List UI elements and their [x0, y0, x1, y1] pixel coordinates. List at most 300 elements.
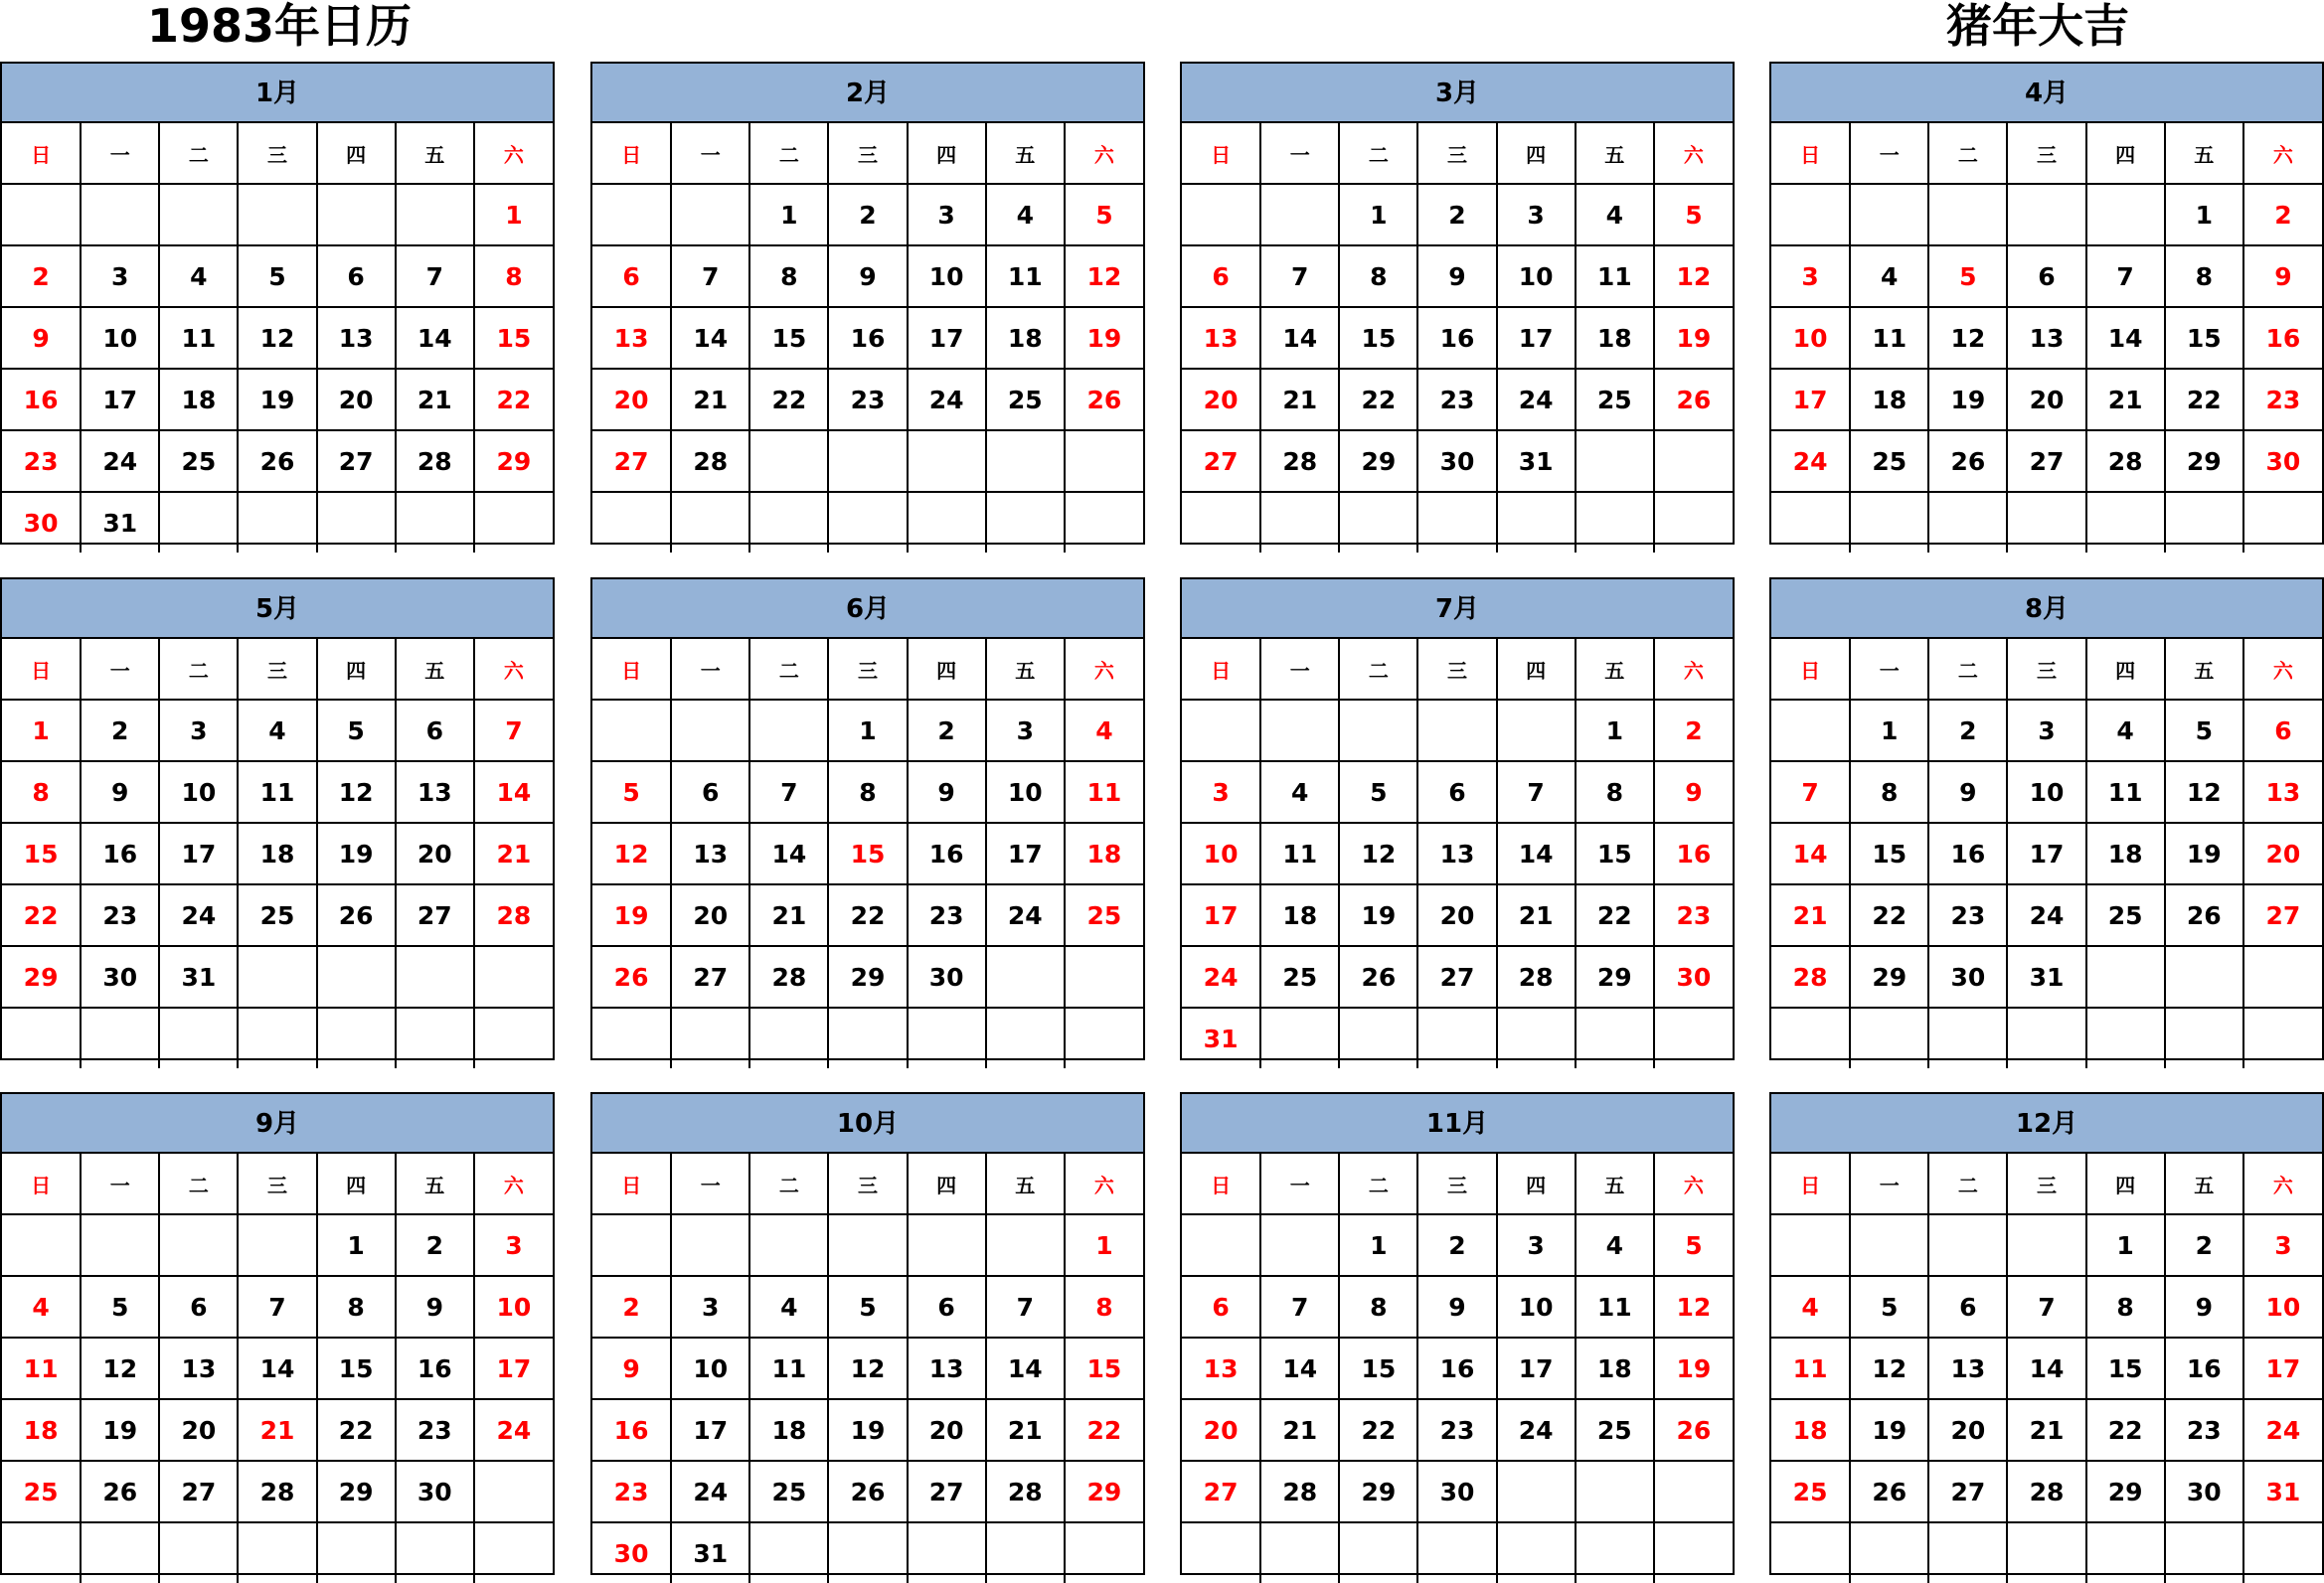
weekday-header: 日: [2, 1154, 81, 1214]
week-row: [1771, 1338, 2322, 1399]
week-row: [2, 884, 553, 946]
weekday-header: 一: [1850, 1154, 1928, 1214]
weekday-header: 六: [2243, 639, 2322, 700]
day-cell: 11: [986, 245, 1065, 307]
day-cell: 10: [2243, 1276, 2322, 1338]
empty-cell: [238, 1008, 316, 1068]
empty-cell: [474, 1461, 553, 1522]
day-cell: 20: [396, 823, 474, 884]
day-cell: 2: [908, 700, 986, 761]
day-cell: 5: [238, 245, 316, 307]
day-cell: 15: [749, 307, 828, 369]
day-cell: 16: [1654, 823, 1733, 884]
day-cell: 15: [2086, 1338, 2165, 1399]
day-table: [1182, 1154, 1733, 1583]
day-cell: 8: [317, 1276, 396, 1338]
day-cell: 23: [396, 1399, 474, 1461]
empty-cell: [159, 1214, 238, 1276]
day-cell: 11: [1850, 307, 1928, 369]
day-cell: 6: [908, 1276, 986, 1338]
day-cell: 7: [671, 245, 749, 307]
weekday-header: 三: [238, 639, 316, 700]
day-cell: 30: [2165, 1461, 2243, 1522]
day-cell: 29: [2, 946, 81, 1008]
day-cell: 28: [749, 946, 828, 1008]
weekday-header: 四: [1497, 1154, 1576, 1214]
day-cell: 24: [1497, 369, 1576, 430]
day-cell: 30: [81, 946, 159, 1008]
week-row: [1182, 761, 1733, 823]
day-cell: 20: [1417, 884, 1496, 946]
day-cell: 21: [1260, 1399, 1339, 1461]
day-cell: 20: [159, 1399, 238, 1461]
day-cell: 9: [908, 761, 986, 823]
month-header: 4月: [1771, 64, 2322, 123]
day-cell: 4: [1850, 245, 1928, 307]
day-cell: 25: [986, 369, 1065, 430]
empty-cell: [828, 430, 907, 492]
day-cell: 13: [1417, 823, 1496, 884]
weekday-header: 日: [1182, 123, 1260, 184]
day-cell: 26: [2165, 884, 2243, 946]
empty-cell: [1771, 1214, 1850, 1276]
month-1: [0, 62, 555, 545]
day-cell: 15: [2165, 307, 2243, 369]
empty-cell: [1065, 430, 1143, 492]
day-cell: 21: [474, 823, 553, 884]
day-table: [1182, 123, 1733, 553]
week-row: [1771, 307, 2322, 369]
day-cell: 6: [671, 761, 749, 823]
month-header: 1月: [2, 64, 553, 123]
week-row: [1182, 307, 1733, 369]
day-cell: 29: [1576, 946, 1654, 1008]
day-cell: 18: [749, 1399, 828, 1461]
day-cell: 26: [1065, 369, 1143, 430]
empty-cell: [1339, 1008, 1417, 1068]
day-cell: 26: [317, 884, 396, 946]
day-cell: 26: [81, 1461, 159, 1522]
day-cell: 29: [2086, 1461, 2165, 1522]
empty-cell: [1260, 184, 1339, 245]
empty-cell: [1654, 1461, 1733, 1522]
day-cell: 14: [2007, 1338, 2085, 1399]
day-cell: 10: [1182, 823, 1260, 884]
empty-cell: [317, 946, 396, 1008]
weekday-header: 二: [159, 639, 238, 700]
empty-cell: [671, 1214, 749, 1276]
day-cell: 22: [1850, 884, 1928, 946]
day-cell: 1: [1850, 700, 1928, 761]
day-cell: 25: [1771, 1461, 1850, 1522]
weekday-header: 六: [1065, 639, 1143, 700]
day-cell: 16: [1928, 823, 2007, 884]
day-cell: 17: [1771, 369, 1850, 430]
weekday-header: 四: [2086, 123, 2165, 184]
day-cell: 5: [1850, 1276, 1928, 1338]
empty-cell: [671, 184, 749, 245]
day-cell: 18: [1771, 1399, 1850, 1461]
day-cell: 19: [317, 823, 396, 884]
day-cell: 28: [2086, 430, 2165, 492]
day-cell: 6: [396, 700, 474, 761]
day-cell: 6: [2007, 245, 2085, 307]
month-header: 5月: [2, 579, 553, 639]
day-cell: 12: [1928, 307, 2007, 369]
day-cell: 19: [1339, 884, 1417, 946]
day-cell: 31: [1182, 1008, 1260, 1068]
day-cell: 8: [1065, 1276, 1143, 1338]
empty-cell: [986, 1522, 1065, 1583]
month-12: [1769, 1092, 2324, 1575]
empty-cell: [1260, 492, 1339, 553]
day-table: [1771, 1154, 2322, 1583]
day-cell: 9: [81, 761, 159, 823]
day-cell: 20: [2243, 823, 2322, 884]
day-cell: 6: [1417, 761, 1496, 823]
day-cell: 20: [908, 1399, 986, 1461]
empty-cell: [1182, 492, 1260, 553]
empty-cell: [2, 184, 81, 245]
day-cell: 20: [1182, 369, 1260, 430]
week-row: [592, 1338, 1143, 1399]
weekday-header: 一: [671, 1154, 749, 1214]
day-cell: 9: [2243, 245, 2322, 307]
day-cell: 16: [908, 823, 986, 884]
day-cell: 13: [1182, 307, 1260, 369]
day-cell: 1: [474, 184, 553, 245]
week-row: [2, 1276, 553, 1338]
day-cell: 5: [1654, 184, 1733, 245]
day-cell: 10: [2007, 761, 2085, 823]
day-cell: 19: [1928, 369, 2007, 430]
day-cell: 28: [1497, 946, 1576, 1008]
empty-cell: [749, 1522, 828, 1583]
day-cell: 6: [2243, 700, 2322, 761]
day-cell: 31: [2007, 946, 2085, 1008]
day-table: [592, 639, 1143, 1068]
day-cell: 18: [1576, 307, 1654, 369]
day-cell: 4: [1260, 761, 1339, 823]
day-cell: 29: [828, 946, 907, 1008]
day-cell: 2: [828, 184, 907, 245]
empty-cell: [2007, 184, 2085, 245]
day-cell: 29: [1339, 1461, 1417, 1522]
empty-cell: [1928, 184, 2007, 245]
day-cell: 2: [2, 245, 81, 307]
day-cell: 26: [1339, 946, 1417, 1008]
day-table: [1771, 123, 2322, 553]
day-cell: 31: [81, 492, 159, 553]
day-cell: 10: [1771, 307, 1850, 369]
day-cell: 13: [908, 1338, 986, 1399]
day-cell: 23: [908, 884, 986, 946]
day-cell: 7: [1497, 761, 1576, 823]
day-cell: 23: [592, 1461, 671, 1522]
day-cell: 11: [2086, 761, 2165, 823]
day-cell: 27: [2243, 884, 2322, 946]
empty-cell: [2086, 1522, 2165, 1583]
week-row: [592, 492, 1143, 553]
day-table: [1771, 639, 2322, 1068]
empty-cell: [1928, 492, 2007, 553]
empty-cell: [159, 1008, 238, 1068]
day-cell: 7: [986, 1276, 1065, 1338]
day-cell: 13: [2007, 307, 2085, 369]
day-cell: 18: [986, 307, 1065, 369]
empty-cell: [1260, 700, 1339, 761]
weekday-header: 日: [592, 639, 671, 700]
day-cell: 12: [238, 307, 316, 369]
day-cell: 15: [1576, 823, 1654, 884]
weekday-header: 四: [908, 123, 986, 184]
empty-cell: [2007, 1214, 2085, 1276]
empty-cell: [828, 492, 907, 553]
day-cell: 22: [317, 1399, 396, 1461]
empty-cell: [1339, 700, 1417, 761]
day-cell: 16: [1417, 307, 1496, 369]
weekday-header: 六: [1065, 123, 1143, 184]
weekday-header: 三: [828, 1154, 907, 1214]
empty-cell: [908, 1522, 986, 1583]
day-cell: 24: [2007, 884, 2085, 946]
day-cell: 2: [1417, 1214, 1496, 1276]
month-6: [590, 577, 1145, 1060]
empty-cell: [396, 946, 474, 1008]
day-cell: 3: [2007, 700, 2085, 761]
week-row: [2, 1522, 553, 1583]
day-table: [1182, 639, 1733, 1068]
day-cell: 1: [1576, 700, 1654, 761]
empty-cell: [81, 1522, 159, 1583]
empty-cell: [671, 700, 749, 761]
week-row: [1771, 1276, 2322, 1338]
empty-cell: [828, 1008, 907, 1068]
week-row: [1771, 884, 2322, 946]
empty-cell: [2165, 1522, 2243, 1583]
week-row: [1771, 761, 2322, 823]
week-row: [1182, 184, 1733, 245]
weekday-header: 五: [396, 1154, 474, 1214]
day-table: [2, 123, 553, 553]
day-cell: 11: [749, 1338, 828, 1399]
day-cell: 18: [1576, 1338, 1654, 1399]
day-cell: 1: [317, 1214, 396, 1276]
day-cell: 8: [1339, 245, 1417, 307]
day-cell: 5: [2165, 700, 2243, 761]
weekday-header: 三: [238, 123, 316, 184]
day-cell: 26: [1928, 430, 2007, 492]
day-cell: 27: [159, 1461, 238, 1522]
day-cell: 24: [474, 1399, 553, 1461]
empty-cell: [159, 1522, 238, 1583]
empty-cell: [986, 1008, 1065, 1068]
weekday-header: 二: [1339, 123, 1417, 184]
week-row: [2, 761, 553, 823]
day-cell: 23: [2165, 1399, 2243, 1461]
day-cell: 28: [474, 884, 553, 946]
weekday-header: 五: [1576, 123, 1654, 184]
day-cell: 19: [81, 1399, 159, 1461]
day-cell: 3: [159, 700, 238, 761]
day-cell: 26: [828, 1461, 907, 1522]
weekday-header: 日: [2, 123, 81, 184]
day-cell: 16: [2165, 1338, 2243, 1399]
day-cell: 20: [671, 884, 749, 946]
weekday-header: 三: [1417, 639, 1496, 700]
week-row: [592, 184, 1143, 245]
empty-cell: [1576, 430, 1654, 492]
empty-cell: [749, 492, 828, 553]
weekday-header: 三: [1417, 1154, 1496, 1214]
week-row: [1771, 369, 2322, 430]
empty-cell: [474, 492, 553, 553]
weekday-header: 二: [1928, 1154, 2007, 1214]
day-cell: 18: [2086, 823, 2165, 884]
empty-cell: [2165, 1008, 2243, 1068]
empty-cell: [1497, 1522, 1576, 1583]
day-cell: 27: [671, 946, 749, 1008]
week-row: [2, 823, 553, 884]
day-cell: 22: [1339, 1399, 1417, 1461]
day-cell: 11: [1065, 761, 1143, 823]
empty-cell: [908, 1214, 986, 1276]
empty-cell: [2165, 492, 2243, 553]
day-cell: 28: [1260, 430, 1339, 492]
empty-cell: [749, 430, 828, 492]
day-cell: 5: [592, 761, 671, 823]
day-cell: 9: [1928, 761, 2007, 823]
day-cell: 24: [1182, 946, 1260, 1008]
empty-cell: [1850, 1214, 1928, 1276]
empty-cell: [1065, 492, 1143, 553]
weekday-header: 日: [1182, 1154, 1260, 1214]
day-cell: 3: [908, 184, 986, 245]
empty-cell: [238, 946, 316, 1008]
day-cell: 1: [2, 700, 81, 761]
weekday-header: 六: [474, 1154, 553, 1214]
day-cell: 6: [1182, 245, 1260, 307]
empty-cell: [2, 1522, 81, 1583]
day-cell: 16: [1417, 1338, 1496, 1399]
weekday-header: 一: [1260, 123, 1339, 184]
empty-cell: [238, 1214, 316, 1276]
empty-cell: [1417, 492, 1496, 553]
day-cell: 13: [2243, 761, 2322, 823]
day-cell: 12: [317, 761, 396, 823]
day-cell: 26: [1654, 369, 1733, 430]
weekday-header: 五: [986, 1154, 1065, 1214]
weekday-header: 二: [749, 639, 828, 700]
empty-cell: [396, 184, 474, 245]
day-cell: 21: [986, 1399, 1065, 1461]
day-cell: 13: [671, 823, 749, 884]
day-cell: 22: [2086, 1399, 2165, 1461]
day-cell: 13: [159, 1338, 238, 1399]
day-cell: 4: [749, 1276, 828, 1338]
month-header: 7月: [1182, 579, 1733, 639]
empty-cell: [592, 700, 671, 761]
empty-cell: [1654, 492, 1733, 553]
week-row: [1771, 946, 2322, 1008]
week-row: [592, 1008, 1143, 1068]
empty-cell: [671, 492, 749, 553]
day-cell: 14: [671, 307, 749, 369]
day-cell: 19: [238, 369, 316, 430]
empty-cell: [986, 430, 1065, 492]
week-row: [592, 369, 1143, 430]
day-cell: 15: [1065, 1338, 1143, 1399]
empty-cell: [1339, 492, 1417, 553]
week-row: [1182, 1008, 1733, 1068]
empty-cell: [159, 492, 238, 553]
weekday-header: 四: [317, 123, 396, 184]
week-row: [2, 245, 553, 307]
day-cell: 19: [592, 884, 671, 946]
day-cell: 25: [1576, 1399, 1654, 1461]
day-cell: 29: [1339, 430, 1417, 492]
weekday-header: 四: [908, 639, 986, 700]
new-year-greeting: 猪年大吉: [1946, 0, 2129, 53]
day-cell: 29: [317, 1461, 396, 1522]
day-cell: 23: [1417, 369, 1496, 430]
day-cell: 5: [317, 700, 396, 761]
day-cell: 3: [1182, 761, 1260, 823]
day-cell: 17: [81, 369, 159, 430]
empty-cell: [908, 492, 986, 553]
day-cell: 26: [1850, 1461, 1928, 1522]
day-cell: 14: [1771, 823, 1850, 884]
day-cell: 31: [1497, 430, 1576, 492]
weekday-header: 五: [2165, 123, 2243, 184]
day-table: [592, 1154, 1143, 1583]
day-table: [592, 123, 1143, 553]
weekday-header: 一: [671, 639, 749, 700]
day-cell: 11: [1260, 823, 1339, 884]
week-row: [592, 946, 1143, 1008]
day-cell: 23: [2, 430, 81, 492]
day-cell: 17: [908, 307, 986, 369]
day-cell: 10: [81, 307, 159, 369]
empty-cell: [238, 1522, 316, 1583]
day-cell: 4: [2, 1276, 81, 1338]
weekday-header: 四: [317, 1154, 396, 1214]
day-cell: 19: [1654, 1338, 1733, 1399]
day-cell: 1: [2086, 1214, 2165, 1276]
weekday-header: 二: [749, 123, 828, 184]
day-cell: 1: [1339, 1214, 1417, 1276]
day-cell: 8: [474, 245, 553, 307]
week-row: [1182, 946, 1733, 1008]
day-cell: 3: [81, 245, 159, 307]
day-cell: 18: [159, 369, 238, 430]
empty-cell: [1260, 1522, 1339, 1583]
day-cell: 17: [1182, 884, 1260, 946]
day-cell: 8: [2086, 1276, 2165, 1338]
empty-cell: [81, 184, 159, 245]
day-cell: 12: [1850, 1338, 1928, 1399]
empty-cell: [1339, 1522, 1417, 1583]
week-row: [1771, 1008, 2322, 1068]
empty-cell: [592, 1214, 671, 1276]
empty-cell: [2243, 1522, 2322, 1583]
empty-cell: [317, 492, 396, 553]
week-row: [592, 1276, 1143, 1338]
day-cell: 19: [828, 1399, 907, 1461]
empty-cell: [986, 1214, 1065, 1276]
weekday-header: 一: [81, 639, 159, 700]
week-row: [1771, 245, 2322, 307]
